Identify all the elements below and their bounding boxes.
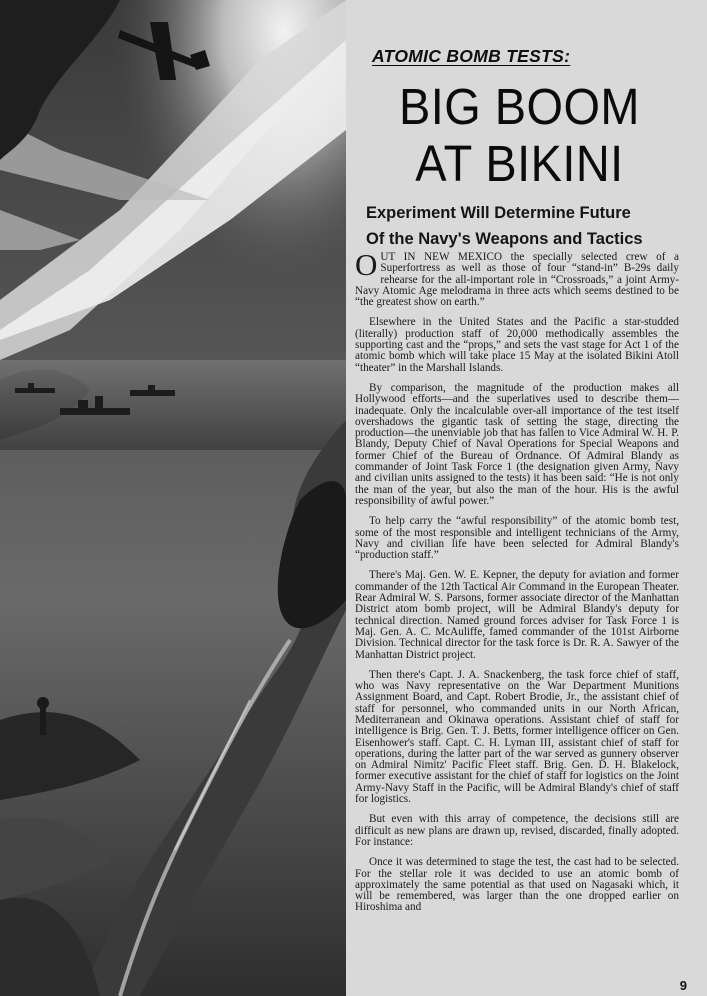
paragraph: By comparison, the magnitude of the production makes all Hollywood efforts—and the superlatives used to describe them—inadequate. Only the incalculable over-all importance of the test itself overshadows the gigantic task of setting the stage, directing the production—the unenviable job that has fallen to Vice Admiral W. H. P. Blandy, Deputy Chief of Naval Operations for Special Weapons and former Chief of the Bureau of Ordnance. Of Admiral Blandy as commander of Joint Task Force 1 (the designation given Army, Navy and civilian units assigned to the tests) it has been said: “He is not only the man of the year, but also the man of the hour. His is the awful responsibility of awful power.” [355,381,679,507]
paragraph: OUT IN NEW MEXICO the specially selected crew of a Superfortress as well as those of four “stand-in” B-29s daily rehearse for the all-important role in “Crossroads,” a joint Army-Navy Atomic Age melodrama in three acts which seems destined to be “the greatest show on earth.” [355,247,679,309]
article-headline [365,78,673,192]
drop-cap: O [355,247,378,282]
paragraph: Once it was determined to stage the test, the cast had to be selected. For the stellar role it was decided to use an atomic bomb of approximately the same potential as that used on Nagasaki which, it will be remembered, was larger than the one dropped earlier on Hiroshima and [355,856,679,914]
subhead-line: Experiment Will Determine Future [366,204,631,222]
paragraph: To help carry the “awful responsibility” of the atomic bomb test, some of the most responsible and intelligent technicians of the Army, Navy and civilian life have been selected for Admiral Blandy's “production staff.” [355,515,679,562]
headline-line: BIG BOOM [399,78,640,135]
headline-line: AT BIKINI [415,135,624,192]
bikini-atoll-illustration [0,0,346,996]
paragraph: There's Maj. Gen. W. E. Kepner, the deputy for aviation and former commander of the 12th Tactical Air Command in the European Theater. Rear Admiral W. S. Parsons, former associate director of the Manhattan District atom bomb project, will be Admiral Blandy's deputy for technical direction. Named ground forces adviser for Task Force 1 is Maj. Gen. A. C. McAuliffe, famed commander of the 101st Airborne Division. Technical director for the task force is Dr. R. A. Sawyer of the Manhattan District project. [355,569,679,661]
article-body [355,247,679,923]
paragraph: Elsewhere in the United States and the Pacific a star-studded (literally) production staff of 20,000 methodically assembles the supporting cast and the “props,” and sets the vast stage for Act 1 of the atomic bomb which will take place 15 May at the isolated Bikini Atoll “theater” in the Marshall Islands. [355,316,679,374]
subhead-line: Of the Navy's Weapons and Tactics [366,230,643,248]
page-number: 9 [679,978,687,993]
article-kicker: ATOMIC BOMB TESTS: [372,46,571,66]
illustration-panel [0,0,346,996]
paragraph: But even with this array of competence, the decisions still are difficult as new plans are drawn up, revised, discarded, finally adopted. For instance: [355,813,679,848]
article-subhead [366,200,691,252]
article-column [352,0,687,996]
paragraph: Then there's Capt. J. A. Snackenberg, the task force chief of staff, who was Navy representative on the War Department Munitions Assignment Board, and Capt. Robert Brodie, Jr., the assistant chief of staff for personnel, who commanded units in our North African, Mediterranean and Okinawa operations. Assistant chief of staff for intelligence is Brig. Gen. T. J. Betts, former intelligence officer on Gen. Eisenhower's staff. Capt. C. H. Lyman III, assistant chief of staff for operations, during the latter part of the war served as gunnery observer on Admiral Nimitz' Pacific Fleet staff. Brig. Gen. D. H. Blakelock, former executive assistant for the chief of staff for logistics on the Joint Army-Navy Staff in the Pacific, will be Admiral Blandy's chief of staff for logistics. [355,668,679,806]
